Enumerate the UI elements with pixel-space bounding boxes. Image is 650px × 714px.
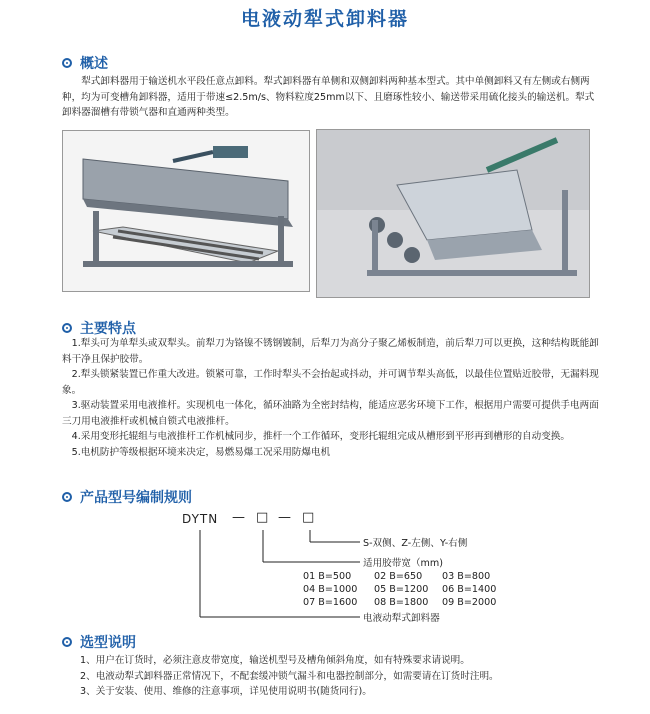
selection-list — [80, 653, 620, 700]
selection-heading-text: 选型说明 — [80, 635, 136, 651]
width-option: 03 B=800 — [442, 571, 491, 582]
overview-text: 犁式卸料器用于输送机水平段任意点卸料。犁式卸料器有单侧和双侧卸料两种基本型式。其中单侧卸料又有左侧或右侧两种，均为可变槽角卸料器，适用于带速≤2.5m/s、物料粒度25mm以下、且磨琢性较小、输送带采用硫化接头的输送机。犁式卸料器溜槽有带锁气器和直通两种类型。 — [62, 76, 595, 118]
model-prefix: DYTN — [182, 512, 219, 526]
side-type-label: S-双侧、Z-左侧、Y-右侧 — [363, 538, 468, 549]
width-option: 07 B=1600 — [303, 597, 358, 608]
feature-item: 4.采用变形托辊组与电液推杆工作机械同步，推杆一个工作循环，变形托辊组完成从槽形到平形再到槽形的自动变换。 — [71, 431, 571, 442]
selection-item: 1、用户在订货时，必须注意皮带宽度，输送机型号及槽角倾斜角度，如有特殊要求请说明。 — [80, 655, 470, 666]
model-box: □ — [302, 510, 315, 525]
width-option: 01 B=500 — [303, 571, 352, 582]
features-heading-text: 主要特点 — [80, 321, 136, 337]
width-option: 06 B=1400 — [442, 584, 497, 595]
section-bullet-icon — [62, 637, 72, 647]
model-box: □ — [256, 510, 269, 525]
belt-width-label: 适用胶带宽（mm) — [363, 558, 443, 569]
feature-item: 1.犁头可为单犁头或双犁头。前犁刀为铬镍不锈钢镀制，后犁刀为高分子聚乙烯板制造，前后犁刀可以更换，这种结构既能卸料干净且保护胶带。 — [62, 338, 599, 365]
feature-item: 3.驱动装置采用电液推杆。实现机电一体化，循环油路为全密封结构，能适应恶劣环境下工作，根据用户需要可提供手电两面三刀用电液推杆或机械自锁式电液推杆。 — [62, 400, 599, 427]
product-name-label: 电液动犁式卸料器 — [363, 613, 440, 624]
selection-heading — [62, 632, 136, 652]
width-option: 05 B=1200 — [374, 584, 429, 595]
width-option: 04 B=1000 — [303, 584, 358, 595]
width-option: 08 B=1800 — [374, 597, 429, 608]
feature-item: 5.电机防护等级根据环境来决定，易燃易爆工况采用防爆电机 — [71, 446, 331, 458]
width-option: 09 B=2000 — [442, 597, 497, 608]
selection-item: 3、关于安装、使用、维修的注意事项，详见使用说明书(随货同行)。 — [80, 686, 372, 697]
page-title: 电液动犁式卸料器 — [240, 8, 409, 30]
model-heading-text: 产品型号编制规则 — [80, 490, 192, 506]
model-dash: — — [278, 510, 291, 525]
feature-item: 2.犁头锁紧装置已作重大改进。锁紧可靠，工作时犁头不会抬起或抖动，并可调节犁头高低，以最佳位置贴近胶带，无漏料现象。 — [62, 369, 599, 396]
width-option: 02 B=650 — [374, 571, 423, 582]
model-dash: — — [232, 510, 245, 525]
overview-heading-text: 概述 — [80, 56, 108, 72]
selection-item: 2、电液动犁式卸料器正常情况下，不配套缓冲锁气漏斗和电器控制部分，如需要请在订货时注明。 — [80, 670, 499, 682]
